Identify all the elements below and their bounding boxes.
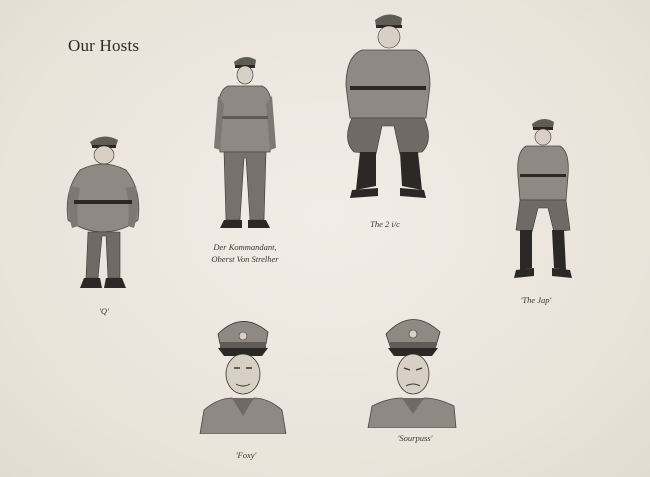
figure-jap-illustration <box>512 112 574 290</box>
caption-kommandant-line1: Der Kommandant, <box>213 242 277 252</box>
caption-sourpuss: 'Sourpuss' <box>397 433 433 443</box>
caption-foxy: 'Foxy' <box>235 450 257 460</box>
portrait-sourpuss-illustration <box>366 310 458 428</box>
caption-2ic: The 2 i/c <box>370 219 400 229</box>
figure-q-illustration <box>62 128 144 298</box>
caption-kommandant-line2: Oberst Von Strelher <box>211 254 279 264</box>
figure-kommandant-illustration <box>210 52 280 234</box>
page-title: Our Hosts <box>68 36 140 55</box>
caption-jap: 'The Jap' <box>520 295 552 305</box>
figure-2ic-illustration <box>342 10 434 206</box>
portrait-foxy-illustration <box>196 312 288 434</box>
caption-q: 'Q' <box>99 306 109 316</box>
